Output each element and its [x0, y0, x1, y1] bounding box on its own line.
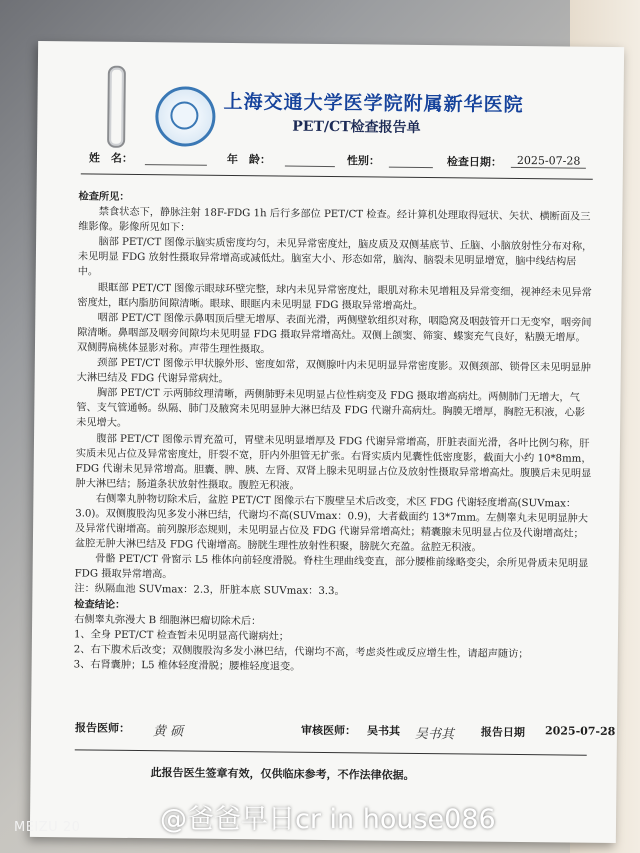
name-label: 姓 名： [88, 151, 134, 165]
date-label: 检查日期： [446, 155, 503, 169]
findings-paragraph: 胸部 PET/CT 示两肺纹理清晰，两侧肺野未见明显占位性病变及 FDG 摄取增高病灶。两侧肺门无增大，气管、支气管通畅。纵隔、肺门及腋窝未见明显肿大淋巴结及 FDG 代谢升高病灶。胸膜无增厚，胸腔无积液，心影未见增大。 [76, 387, 586, 430]
report-date: 2025-07-28 [544, 724, 616, 739]
report-paper [30, 41, 624, 843]
header-divider [81, 173, 593, 179]
conclusion-line: 3、右肾囊肿；L5 椎体轻度滑脱；腰椎轻度退变。 [73, 659, 301, 673]
conclusion-heading: 检查结论： [74, 597, 126, 611]
user-watermark: @爸爸早日cr in house086 [160, 804, 496, 835]
report-body [74, 189, 597, 677]
findings-paragraph: 眼眶部 PET/CT 图像示眼球环壁完整，球内未见异常密度灶，眼肌对称未见增粗及异常变细，视神经未见异常密度灶，眶内脂肪间隙清晰。眼球、眼眶内未见明显 FDG 摄取异常增高灶。 [77, 282, 592, 312]
reviewer-signature: 吴书其 [414, 726, 455, 743]
conclusion-line: 右侧睾丸弥漫大 B 细胞淋巴瘤切除术后： [74, 613, 262, 627]
report-title: PET/CT检查报告单 [292, 118, 421, 136]
footer-disclaimer: 此报告医生签章有效，仅供临床参考，不作法律依据。 [150, 766, 415, 782]
reporter-signature: 黄 硕 [152, 724, 184, 740]
sex-label: 性别： [346, 154, 381, 168]
findings-heading: 检查所见： [78, 190, 130, 203]
reviewer-label: 审核医师： [300, 723, 357, 738]
footer-divider [75, 749, 587, 755]
findings-paragraph: 骨骼 PET/CT 骨窗示 L5 椎体向前轻度滑脱。脊柱生理曲线变直，部分腰椎前缘略变尖，余所见骨质未见明显 FDG 摄取异常增高。 [74, 553, 589, 581]
findings-note: 注：纵隔血池 SUVmax：2.3，肝脏本底 SUVmax：3.3。 [74, 583, 345, 598]
findings-paragraph: 禁食状态下，静脉注射 18F-FDG 1h 后行多部位 PET/CT 检查。经计算机处理取得冠状、矢状、横断面及三维影像。影像所见如下： [78, 206, 591, 234]
findings-paragraph: 右侧睾丸肿物切除术后，盆腔 PET/CT 图像示右下腹壁呈术后改变，术区 FDG 代谢轻度增高(SUVmax：3.0)。双侧腹股沟见多发小淋巴结，代谢均不高(SUVmax：0.9)，大者截面约 13*7mm。左侧睾丸未见明显肿大及异常代谢增高。前列腺形态规则，未见明显占位及 FDG 代谢异常增高灶；精囊腺未见明显占位及代谢增高灶；盆腔无肿大淋巴结及 FDG 代谢增高。膀胱生理性放射性积聚，膀胱欠充盈。盆腔无积液。 [74, 493, 589, 554]
findings-paragraph: 颈部 PET/CT 图像示甲状腺外形、密度如常，双侧腺叶内未见明显异常密度影。双侧颈部、锁骨区未见明显肿大淋巴结及 FDG 代谢异常病灶。 [76, 357, 592, 386]
findings-paragraph: 脑部 PET/CT 图像示脑实质密度均匀，未见异常密度灶，脑皮质及双侧基底节、丘脑、小脑放射性分布对称，未见明显 FDG 放射性摄取异常增高或减低灶。脑室大小、形态如常，脑沟、脑裂未见明显增宽，脑中线结构居中。 [77, 236, 593, 279]
paper-clip-icon [107, 66, 126, 148]
patient-info-row [89, 149, 599, 174]
conclusion-line: 1、全身 PET/CT 检查暂未见明显高代谢病灶； [73, 629, 290, 643]
exam-date: 2025-07-28 [511, 154, 587, 169]
reviewer-name: 吴书其 [366, 724, 401, 738]
camera-watermark: MEIZU 20 [14, 820, 81, 835]
reporter-label: 报告医师： [74, 721, 131, 735]
findings-paragraph: 腹部 PET/CT 图像示胃充盈可，胃壁未见明显增厚及 FDG 代谢异常增高，肝脏表面光滑，各叶比例匀称，肝实质未见占位及异常密度灶，肝裂不宽，肝内外胆管无扩张。右肾实质内见囊性低密度影，截面大小约 10*8mm，FDG 代谢未见异常增高。胆囊、脾、胰、左肾、双肾上腺未见明显占位及放射性摄取异常增高灶。腹膜后未见明显肿大淋巴结；肠道条状放射性摄取。腹腔无积液。 [75, 433, 592, 492]
report-date-label: 报告日期 [480, 725, 526, 740]
findings-paragraph: 咽部 PET/CT 图像示鼻咽顶后壁无增厚、表面光滑，两侧壁软组织对称，咽隐窝及咽鼓管开口无变窄，咽旁间隙清晰。鼻咽部及咽旁间隙均未见明显 FDG 摄取异常增高灶。双侧上颌窦、筛窦、蝶窦充气良好，粘膜无增厚。双侧腭扁桃体显影对称。声带生理性摄取。 [76, 312, 592, 356]
hospital-name: 上海交通大学医学院附属新华医院 [223, 90, 524, 117]
signature-row [74, 719, 616, 743]
conclusion-line: 2、右下腹术后改变；双侧腹股沟多发小淋巴结，代谢均不高，考虑炎性或反应增生性，请超声随访； [73, 644, 529, 660]
age-label: 年 龄： [226, 152, 272, 167]
hospital-logo-icon [155, 86, 216, 147]
